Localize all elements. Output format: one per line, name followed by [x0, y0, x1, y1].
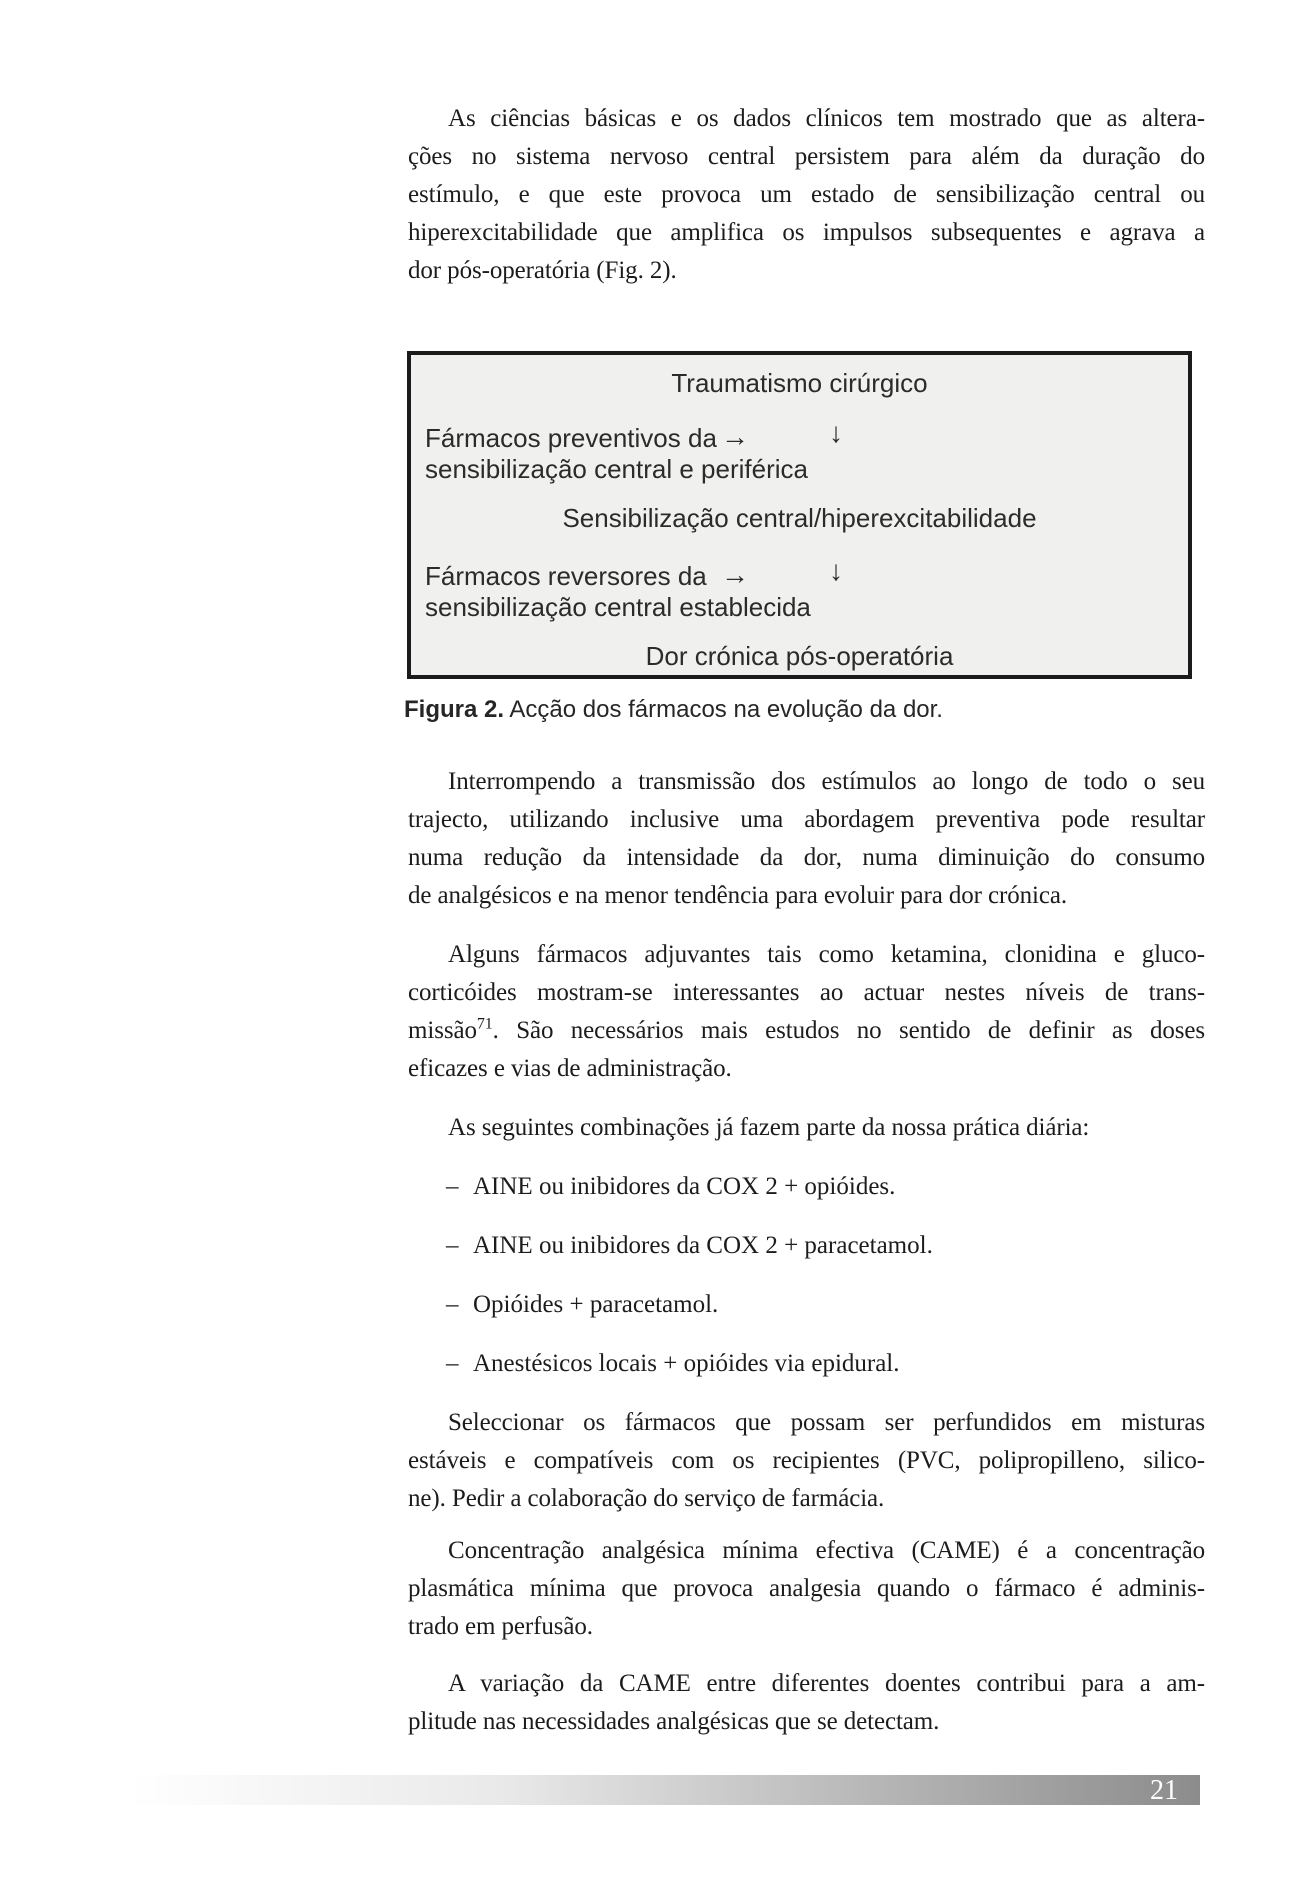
text-line: ne). Pedir a colaboração do serviço de farmácia.	[408, 1485, 885, 1512]
text-line: sensibilização central e periférica	[425, 454, 808, 484]
list-item-text: Opióides + paracetamol.	[473, 1291, 719, 1318]
figure-2-box	[407, 351, 1192, 679]
figure-top-label: Traumatismo cirúrgico	[671, 368, 928, 398]
text-line: sensibilização central establecida	[425, 592, 811, 622]
list-item-text: AINE ou inibidores da COX 2 + opióides.	[473, 1173, 896, 1200]
list-item	[446, 1345, 1206, 1383]
text-line: dor pós-operatória (Fig. 2).	[408, 257, 677, 284]
list-item	[446, 1227, 1206, 1265]
text-line: trajecto, utilizando inclusive uma abordagem preventiva pode resultar	[408, 806, 1205, 833]
list-dash: –	[446, 1232, 459, 1259]
text-line: plasmática mínima que provoca analgesia quando o fármaco é adminis-	[408, 1575, 1205, 1602]
right-arrow-icon: →	[721, 559, 749, 590]
figure-bottom-label: Dor crónica pós-operatória	[645, 641, 954, 671]
text-line: corticóides mostram-se interessantes ao actuar nestes níveis de trans-	[408, 979, 1205, 1006]
text-line: Fármacos reversores da	[425, 561, 707, 591]
text-line: A variação da CAME entre diferentes doentes contribui para a am-	[448, 1670, 1205, 1697]
paragraph-4	[408, 1109, 1205, 1147]
paragraph-7	[408, 1665, 1205, 1741]
list-dash: –	[446, 1173, 459, 1200]
text-line: ções no sistema nervoso central persistem para além da duração do	[408, 143, 1205, 170]
text-line	[408, 1012, 1205, 1050]
down-arrow-icon: ↓	[829, 417, 843, 448]
list-item	[446, 1286, 1206, 1324]
reference-superscript: 71	[476, 1015, 493, 1033]
figure-caption	[404, 696, 1201, 724]
text-segment: . São necessários mais estudos no sentido de definir as doses	[492, 1017, 1205, 1044]
figure-mid-label: Sensibilização central/hiperexcitabilidade	[562, 503, 1037, 533]
text-line: estáveis e compatíveis com os recipientes (PVC, polipropilleno, silico-	[408, 1447, 1205, 1474]
text-line: trado em perfusão.	[408, 1613, 593, 1640]
figure-caption-label: Figura 2.	[404, 696, 505, 723]
figure-left-text-2	[425, 561, 811, 623]
text-line: Fármacos preventivos da	[425, 423, 717, 453]
paragraph-2	[408, 763, 1205, 915]
paragraph-6	[408, 1532, 1205, 1646]
text-segment: missão	[408, 1017, 477, 1044]
list-dash: –	[446, 1291, 459, 1318]
text-line: estímulo, e que este provoca um estado de sensibilização central ou	[408, 181, 1205, 208]
down-arrow-icon: ↓	[829, 555, 843, 586]
text-line: de analgésicos e na menor tendência para evoluir para dor crónica.	[408, 882, 1068, 909]
list-item	[446, 1168, 1206, 1206]
paragraph-5	[408, 1404, 1205, 1518]
text-line: hiperexcitabilidade que amplifica os impulsos subsequentes e agrava a	[408, 219, 1205, 246]
figure-caption-text: Acção dos fármacos na evolução da dor.	[504, 696, 943, 723]
list-item-text: Anestésicos locais + opióides via epidural.	[473, 1350, 900, 1377]
right-arrow-icon: →	[721, 421, 749, 452]
list-dash: –	[446, 1350, 459, 1377]
text-line: Interrompendo a transmissão dos estímulos ao longo de todo o seu	[448, 768, 1205, 795]
text-line: numa redução da intensidade da dor, numa diminuição do consumo	[408, 844, 1205, 871]
text-line: Alguns fármacos adjuvantes tais como ketamina, clonidina e gluco-	[448, 941, 1205, 968]
paragraph-3	[408, 936, 1205, 1088]
page-number: 21	[1150, 1775, 1178, 1806]
list-item-text: AINE ou inibidores da COX 2 + paracetamol.	[473, 1232, 933, 1259]
text-line: eficazes e vias de administração.	[408, 1055, 732, 1082]
footer-bar	[128, 1775, 1200, 1805]
text-line: As ciências básicas e os dados clínicos tem mostrado que as altera-	[448, 105, 1205, 132]
figure-left-text-1	[425, 423, 808, 485]
text-line: plitude nas necessidades analgésicas que se detectam.	[408, 1708, 940, 1735]
text-line: As seguintes combinações já fazem parte da nossa prática diária:	[448, 1114, 1090, 1141]
paragraph-1	[408, 100, 1205, 290]
text-line: Seleccionar os fármacos que possam ser perfundidos em misturas	[448, 1409, 1205, 1436]
text-line: Concentração analgésica mínima efectiva (CAME) é a concentração	[448, 1537, 1205, 1564]
